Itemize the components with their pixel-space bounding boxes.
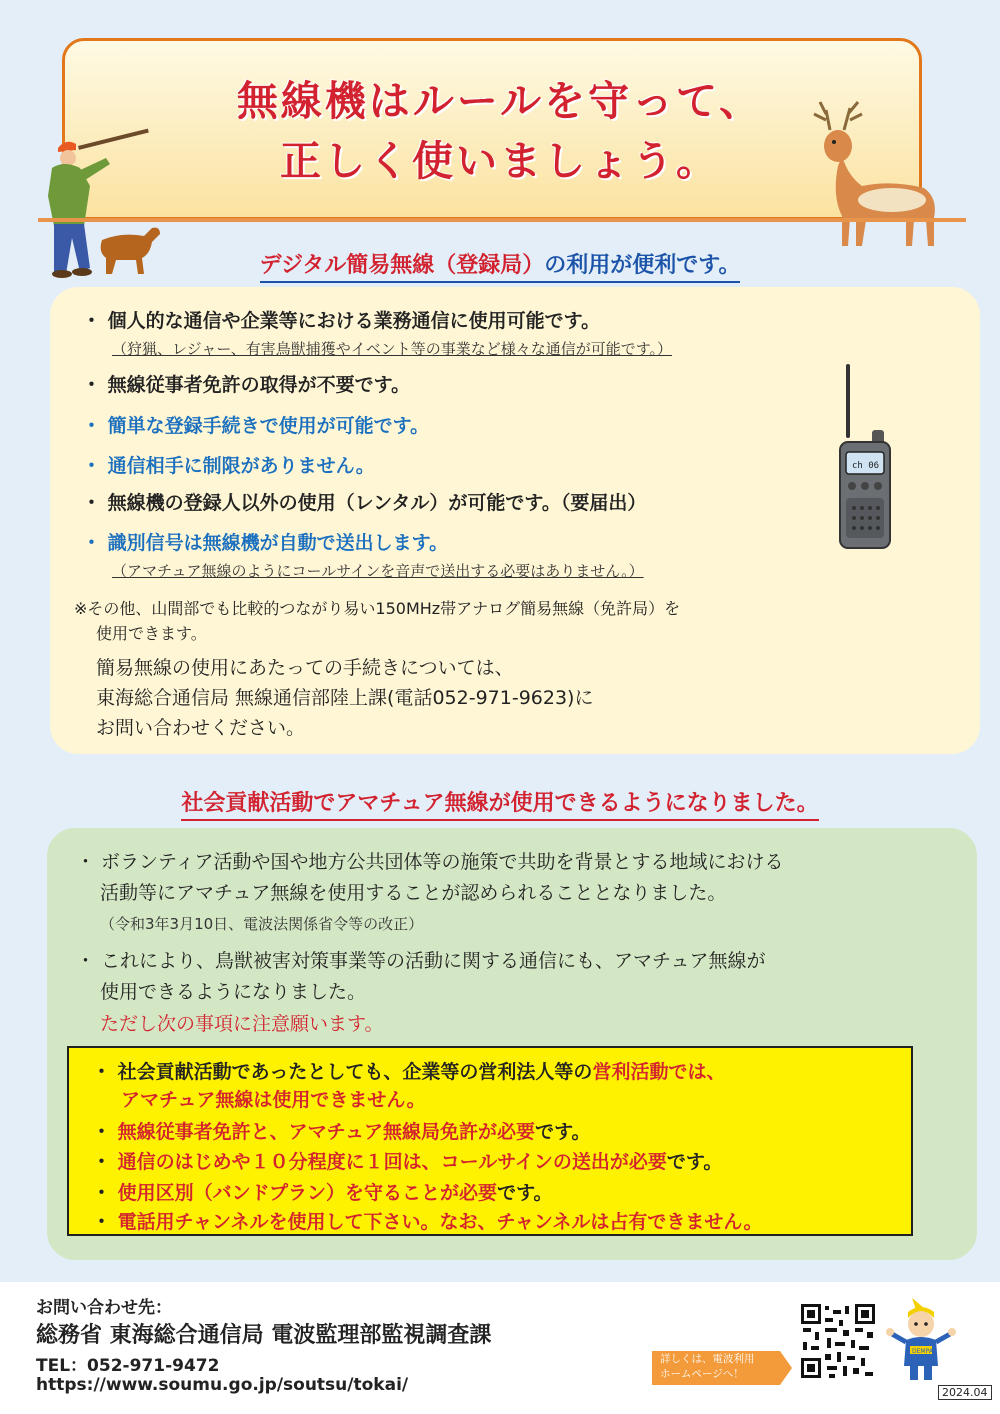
note-line-1: ※その他、山間部でも比較的つながり易い150MHz帯アナログ簡易無線（免許局）を — [74, 599, 681, 618]
note-line-2: 使用できます。 — [96, 624, 207, 643]
list-item: ・ 識別信号は無線機が自動で送出します。 — [82, 532, 449, 554]
radio-icon — [836, 364, 894, 550]
title-line-1: 無線機はルールを守って、 — [236, 77, 764, 125]
section2-heading: 社会貢献活動でアマチュア無線が使用できるようになりました。 — [0, 786, 1000, 817]
contact-line-1: 簡易無線の使用にあたっての手続きについては、 — [96, 657, 514, 679]
homepage-arrow-text: 詳しくは、電波利用 ホームページへ！ — [660, 1353, 755, 1380]
contact-tel: TEL：052-971-9472 — [36, 1356, 220, 1376]
contact-line-3: お問い合わせください。 — [96, 717, 306, 739]
warning-item: ・ 通信のはじめや１０分程度に１回は、コールサインの送出が必要です。 — [92, 1151, 723, 1173]
section1-heading-b: の利用が便利です。 — [544, 253, 741, 278]
warning-item: ・ 無線従事者免許と、アマチュア無線局免許が必要です。 — [92, 1121, 591, 1143]
section1-heading — [0, 248, 1000, 279]
svg-text:DEMPA: DEMPA — [912, 1348, 933, 1355]
list-item: ・ 個人的な通信や企業等における業務通信に使用可能です。 — [82, 310, 601, 332]
warning-item: ・ 電話用チャンネルを使用して下さい。なお、チャンネルは占有できません。 — [92, 1211, 763, 1233]
section1-heading-a: デジタル簡易無線（登録局） — [259, 253, 545, 278]
contact-line-2: 東海総合通信局 無線通信部陸上課(電話052-971-9623)に — [96, 687, 594, 709]
paragraph-note: （令和3年3月10日、電波法関係省令等の改正） — [100, 915, 424, 933]
issue-date: 2024.04 — [938, 1385, 992, 1400]
mascot-illustration — [884, 1298, 958, 1384]
qr-code-icon[interactable] — [799, 1302, 877, 1380]
contact-url[interactable]: https://www.soumu.go.jp/soutsu/tokai/ — [36, 1375, 409, 1395]
warning-item: ・ 社会貢献活動であったとしても、企業等の営利法人等の営利活動では、 — [92, 1061, 726, 1083]
caution-text: ただし次の事項に注意願います。 — [100, 1013, 384, 1035]
list-item: ・ 無線従事者免許の取得が不要です。 — [82, 374, 411, 396]
paragraph-line: ・ これにより、鳥獣被害対策事業等の活動に関する通信にも、アマチュア無線が — [76, 950, 766, 972]
list-item: ・ 通信相手に制限がありません。 — [82, 455, 375, 477]
warning-item: ・ 使用区別（バンドプラン）を守ることが必要です。 — [92, 1182, 553, 1204]
svg-text:ch 06: ch 06 — [852, 461, 880, 471]
list-item-note: （アマチュア無線のようにコールサインを音声で送出する必要はありません。） — [112, 562, 644, 580]
list-item-note: （狩猟、レジャー、有害鳥獣捕獲やイベント等の事業など様々な通信が可能です。） — [112, 340, 673, 358]
paragraph-line: 活動等にアマチュア無線を使用することが認められることとなりました。 — [100, 882, 727, 904]
title-line-2: 正しく使いましょう。 — [280, 137, 720, 185]
contact-org: 総務省 東海総合通信局 電波監理部監視調査課 — [36, 1323, 492, 1348]
list-item: ・ 簡単な登録手続きで使用が可能です。 — [82, 415, 430, 437]
contact-label: お問い合わせ先： — [36, 1298, 172, 1318]
list-item: ・ 無線機の登録人以外の使用（レンタル）が可能です。（要届出） — [82, 492, 647, 514]
deer-illustration — [800, 96, 960, 256]
ground-line — [38, 218, 966, 222]
warning-item-cont: アマチュア無線は使用できません。 — [121, 1089, 426, 1111]
paragraph-line: ・ ボランティア活動や国や地方公共団体等の施策で共助を背景とする地域における — [76, 851, 784, 873]
paragraph-line: 使用できるようになりました。 — [100, 981, 367, 1003]
